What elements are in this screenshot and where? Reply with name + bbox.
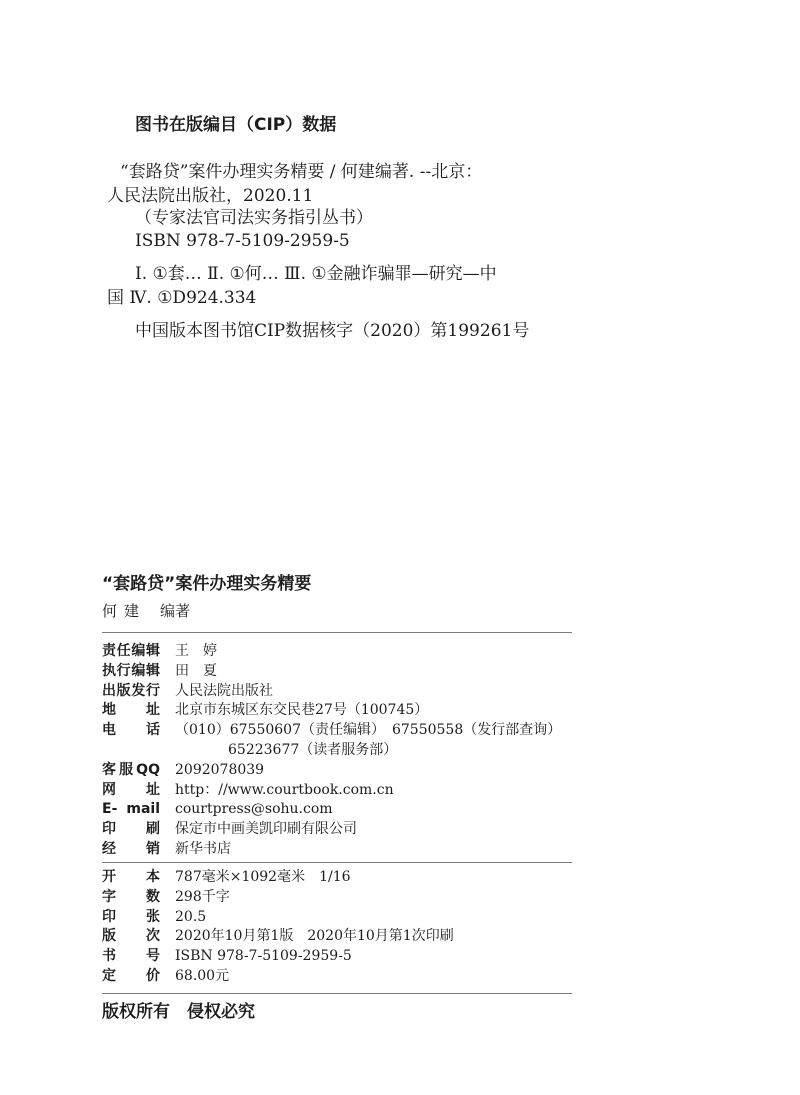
row-executive-editor	[102, 662, 561, 682]
book-title: “套路贷”案件办理实务精要	[102, 574, 312, 594]
row-email	[102, 800, 561, 820]
divider-middle	[102, 862, 572, 863]
row-service-qq	[102, 761, 561, 781]
cip-line-isbn: ISBN 978-7-5109-2959-5	[135, 231, 350, 251]
row-book-number	[102, 947, 454, 967]
row-value: 68.00元	[175, 967, 230, 984]
row-value: http：//www.courtbook.com.cn	[175, 781, 394, 798]
cip-line-record-number: 中国版本图书馆CIP数据核字（2020）第199261号	[135, 321, 530, 341]
row-value: 保定市中画美凯印刷有限公司	[175, 821, 357, 838]
imprint-group-specs	[102, 868, 454, 987]
row-label: 网 址	[102, 781, 160, 798]
cip-line-classification: 国 Ⅳ. ①D924.334	[107, 288, 257, 308]
row-format	[102, 868, 454, 888]
row-label: 出版发行	[102, 682, 160, 699]
cip-line-title: “套路贷”案件办理实务精要 / 何建编著. --北京：	[120, 162, 483, 182]
row-value: 王 婷	[175, 643, 217, 659]
row-value: 2092078039	[175, 761, 265, 778]
cip-line-series: （专家法官司法实务指引丛书）	[135, 208, 373, 228]
row-value: 新华书店	[175, 840, 231, 857]
row-value: 20.5	[175, 908, 207, 925]
row-label: 地 址	[102, 702, 160, 719]
row-label: 客服QQ	[102, 761, 160, 778]
row-value: 65223677（读者服务部）	[228, 741, 398, 758]
author-role: 编著	[160, 602, 191, 620]
row-label: 字 数	[102, 888, 160, 905]
divider-bottom	[102, 993, 572, 994]
cip-line-publisher: 人民法院出版社，2020.11	[107, 186, 314, 206]
row-label: 责任编辑	[102, 643, 160, 659]
row-publisher	[102, 682, 561, 702]
row-label: 经 销	[102, 840, 160, 857]
row-label: E- mail	[102, 801, 160, 818]
row-label: 印 刷	[102, 821, 160, 838]
row-phone-continued	[102, 741, 561, 761]
row-label: 书 号	[102, 948, 160, 965]
row-label: 印 张	[102, 908, 160, 925]
row-printer	[102, 820, 561, 840]
row-value: 田 夏	[175, 662, 217, 679]
row-price	[102, 967, 454, 987]
row-value: 人民法院出版社	[175, 682, 273, 699]
row-responsible-editor	[102, 642, 561, 662]
row-value: ISBN 978-7-5109-2959-5	[175, 948, 352, 965]
copyright-notice: 版权所有 侵权必究	[102, 1002, 255, 1022]
row-value: courtpress@sohu.com	[175, 801, 333, 818]
row-value: 2020年10月第1版 2020年10月第1次印刷	[175, 928, 454, 945]
imprint-group-publishing	[102, 642, 561, 860]
divider-top	[102, 632, 572, 633]
row-label: 开 本	[102, 869, 160, 885]
cip-line-subject: Ⅰ. ①套… Ⅱ. ①何… Ⅲ. ①金融诈骗罪—研究—中	[135, 264, 497, 284]
row-label: 执行编辑	[102, 662, 160, 679]
row-value: （010）67550607（责任编辑） 67550558（发行部查询）	[175, 722, 562, 739]
row-label: 电 话	[102, 722, 160, 739]
row-distributor	[102, 840, 561, 860]
row-phone	[102, 721, 561, 741]
cip-heading: 图书在版编目（CIP）数据	[135, 115, 337, 135]
author-name: 何建	[102, 602, 147, 620]
row-address	[102, 701, 561, 721]
row-word-count	[102, 888, 454, 908]
author-line	[102, 600, 190, 622]
row-value: 787毫米×1092毫米 1/16	[175, 869, 351, 885]
row-website	[102, 781, 561, 801]
row-edition	[102, 927, 454, 947]
row-value: 298千字	[175, 888, 230, 905]
row-label: 定 价	[102, 967, 160, 984]
row-value: 北京市东城区东交民巷27号（100745）	[175, 702, 429, 719]
row-printed-sheets	[102, 908, 454, 928]
row-label: 版 次	[102, 928, 160, 945]
